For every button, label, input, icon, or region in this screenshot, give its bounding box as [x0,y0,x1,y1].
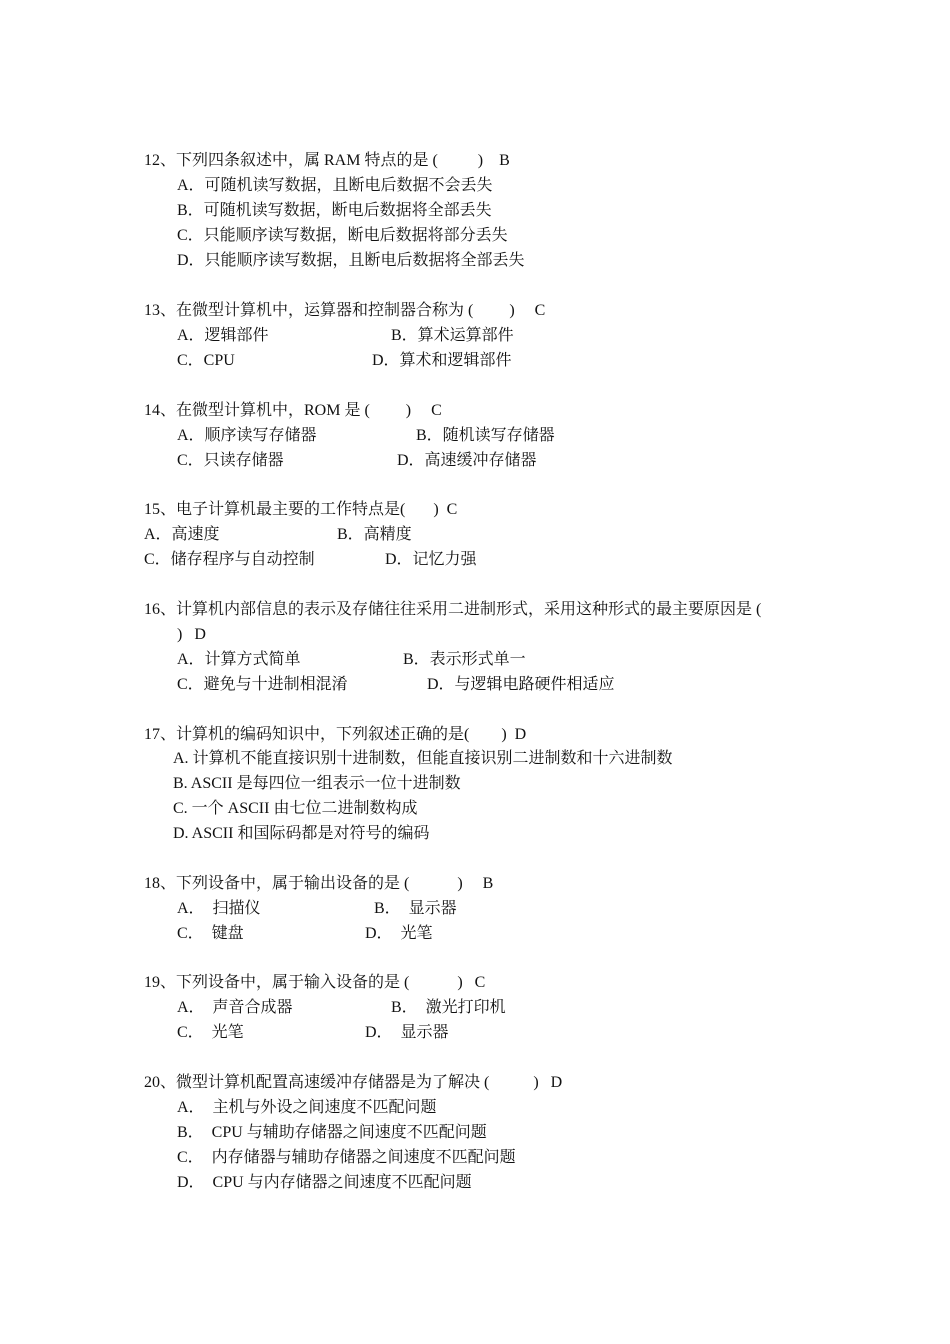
question-19-stem: 19、下列设备中，属于输入设备的是 ( ) C [144,974,486,991]
question-17-option-d: D. ASCII 和国际码都是对符号的编码 [173,825,430,842]
question-13-option-a: A．逻辑部件 [177,327,269,344]
question-15-option-d: D．记忆力强 [385,551,477,568]
question-18-stem: 18、下列设备中，属于输出设备的是 ( ) B [144,875,494,892]
question-13-option-c: C．CPU [177,352,235,369]
question-12-option-a: A．可随机读写数据，且断电后数据不会丢失 [177,177,493,194]
question-16-option-c: C．避免与十进制相混淆 [177,676,348,693]
question-15-option-c: C．储存程序与自动控制 [144,551,315,568]
question-12-option-d: D．只能顺序读写数据，且断电后数据将全部丢失 [177,252,525,269]
question-20-option-b: B． CPU 与辅助存储器之间速度不匹配问题 [177,1124,487,1141]
question-17-option-c: C. 一个 ASCII 由七位二进制数构成 [173,800,418,817]
question-16-stem: 16、计算机内部信息的表示及存储往往采用二进制形式，采用这种形式的最主要原因是 ( [144,601,762,618]
question-15-stem: 15、电子计算机最主要的工作特点是( ) C [144,501,458,518]
question-18-option-d: D． 光笔 [365,925,433,942]
question-14-option-a: A．顺序读写存储器 [177,427,317,444]
question-19-option-a: A． 声音合成器 [177,999,293,1016]
question-15-option-a: A．高速度 [144,526,220,543]
question-16-option-a: A．计算方式简单 [177,651,301,668]
question-16-option-d: D．与逻辑电路硬件相适应 [427,676,615,693]
question-20-option-d: D． CPU 与内存储器之间速度不匹配问题 [177,1174,472,1191]
question-13-option-d: D．算术和逻辑部件 [372,352,512,369]
question-19-option-c: C． 光笔 [177,1024,244,1041]
question-16-option-b: B．表示形式单一 [403,651,526,668]
question-18-option-c: C． 键盘 [177,925,244,942]
question-17-option-b: B. ASCII 是每四位一组表示一位十进制数 [173,775,461,792]
question-14-option-b: B．随机读写存储器 [416,427,555,444]
question-20-option-a: A． 主机与外设之间速度不匹配问题 [177,1099,437,1116]
question-20-option-c: C． 内存储器与辅助存储器之间速度不匹配问题 [177,1149,516,1166]
question-18-option-b: B． 显示器 [374,900,457,917]
question-16-stem-continuation: ) D [177,626,206,643]
question-14-option-c: C．只读存储器 [177,452,284,469]
question-12-option-c: C．只能顺序读写数据，断电后数据将部分丢失 [177,227,508,244]
question-14-stem: 14、在微型计算机中，ROM 是 ( ) C [144,402,442,419]
question-17-stem: 17、计算机的编码知识中，下列叙述正确的是( ) D [144,726,527,743]
question-15-option-b: B．高精度 [337,526,412,543]
question-20-stem: 20、微型计算机配置高速缓冲存储器是为了解决 ( ) D [144,1074,563,1091]
question-13-stem: 13、在微型计算机中，运算器和控制器合称为 ( ) C [144,302,546,319]
question-19-option-d: D． 显示器 [365,1024,449,1041]
question-19-option-b: B． 激光打印机 [391,999,506,1016]
question-18-option-a: A． 扫描仪 [177,900,261,917]
question-13-option-b: B．算术运算部件 [391,327,514,344]
question-12-option-b: B．可随机读写数据，断电后数据将全部丢失 [177,202,492,219]
question-17-option-a: A. 计算机不能直接识别十进制数，但能直接识别二进制数和十六进制数 [173,750,673,767]
question-14-option-d: D．高速缓冲存储器 [397,452,537,469]
question-12-stem: 12、下列四条叙述中，属 RAM 特点的是 ( ) B [144,152,510,169]
